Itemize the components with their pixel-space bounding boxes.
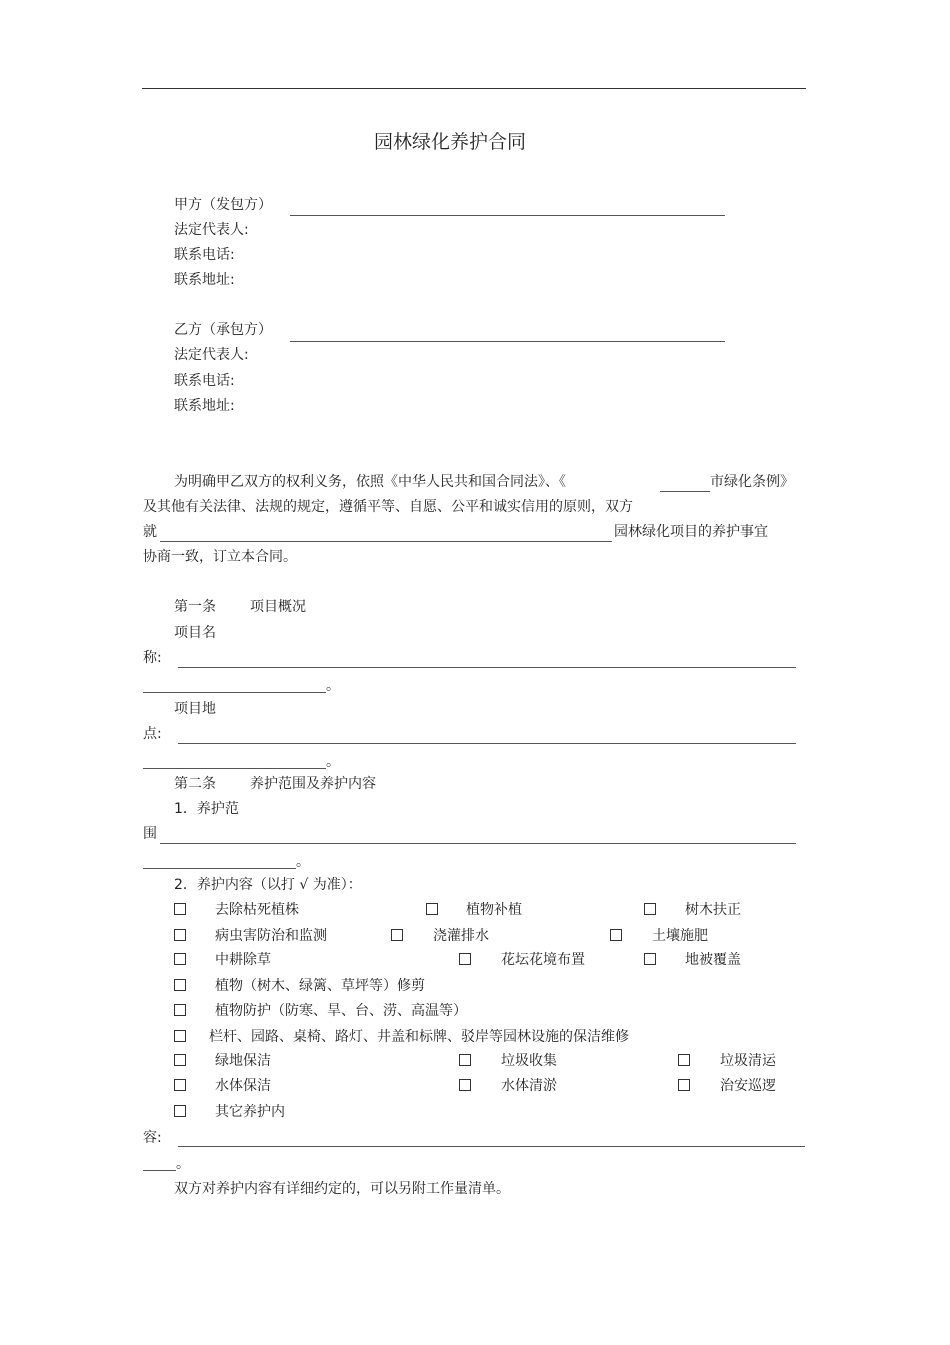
project-name-label-a: 项目名 <box>174 625 216 641</box>
party-a-name-blank <box>290 215 725 216</box>
scope-blank <box>160 843 796 844</box>
checkbox[interactable] <box>174 951 186 969</box>
item-flower-bed-layout: 花坛花境布置 <box>501 952 585 968</box>
item-other-content: 其它养护内 <box>215 1104 285 1120</box>
item-tree-straightening: 树木扶正 <box>685 902 741 918</box>
item-irrigation-drainage: 浇灌排水 <box>433 928 489 944</box>
checkbox[interactable] <box>644 951 656 969</box>
project-location-period: 。 <box>326 754 340 770</box>
item-water-cleaning: 水体保洁 <box>215 1078 271 1094</box>
item-plant-protection: 植物防护（防寒、旱、台、涝、高温等） <box>215 1003 467 1019</box>
checkbox[interactable] <box>174 1052 186 1070</box>
item-replanting: 植物补植 <box>466 902 522 918</box>
checkbox[interactable] <box>174 977 186 995</box>
content-heading: 2．养护内容（以打 √ 为准）： <box>174 877 362 893</box>
item-pruning: 植物（树木、绿篱、草坪等）修剪 <box>215 978 425 994</box>
party-b-name-blank <box>290 341 725 342</box>
party-b-address-label: 联系地址: <box>174 398 235 414</box>
project-name-period: 。 <box>326 678 340 694</box>
project-location-blank <box>178 743 796 744</box>
party-a-representative-label: 法定代表人: <box>174 222 249 238</box>
document-title: 园林绿化养护合同 <box>374 131 527 153</box>
checkbox[interactable] <box>459 1052 471 1070</box>
checkbox[interactable] <box>459 1077 471 1095</box>
checkbox[interactable] <box>174 1002 186 1020</box>
preamble-line-3b: 园林绿化项目的养护事宜 <box>614 524 768 540</box>
city-name-blank <box>660 491 710 492</box>
scope-label-a: 1．养护范 <box>174 801 239 817</box>
checkbox[interactable] <box>678 1077 690 1095</box>
item-green-space-cleaning: 绿地保洁 <box>215 1053 271 1069</box>
party-a-address-label: 联系地址: <box>174 272 235 288</box>
party-b-phone-label: 联系电话: <box>174 373 235 389</box>
other-content-blank-cont <box>143 1170 176 1171</box>
preamble-line-1b: 市绿化条例》 <box>710 474 794 490</box>
project-location-label-a: 项目地 <box>174 701 216 717</box>
checkbox[interactable] <box>644 901 656 919</box>
preamble-line-3a: 就 <box>143 524 157 540</box>
checkbox[interactable] <box>610 927 622 945</box>
party-a-heading: 甲方（发包方） <box>174 197 272 213</box>
other-content-label-b: 容: <box>143 1130 162 1146</box>
project-name-blank <box>178 667 796 668</box>
project-blank <box>160 541 612 542</box>
item-garbage-removal: 垃圾清运 <box>720 1053 776 1069</box>
preamble-line-2: 及其他有关法律、法规的规定，遵循平等、自愿、公平和诚实信用的原则，双方 <box>143 499 633 515</box>
preamble-line-1a: 为明确甲乙双方的权利义务，依照《中华人民共和国合同法》、《 <box>174 474 566 490</box>
checkbox[interactable] <box>174 1077 186 1095</box>
project-name-label-b: 称: <box>143 650 162 666</box>
scope-blank-cont <box>143 868 296 869</box>
scope-label-b: 围 <box>143 826 157 842</box>
checkbox[interactable] <box>678 1052 690 1070</box>
scope-period: 。 <box>296 854 310 870</box>
project-name-blank-cont <box>143 692 326 693</box>
item-pest-control: 病虫害防治和监测 <box>215 928 327 944</box>
header-rule <box>142 88 806 89</box>
item-security-patrol: 治安巡逻 <box>720 1078 776 1094</box>
project-location-label-b: 点: <box>143 726 162 742</box>
item-dredging: 水体清淤 <box>501 1078 557 1094</box>
note-text: 双方对养护内容有详细约定的，可以另附工作量清单。 <box>174 1181 510 1197</box>
checkbox[interactable] <box>174 927 186 945</box>
checkbox[interactable] <box>459 951 471 969</box>
other-content-blank <box>178 1146 805 1147</box>
article-2-number: 第二条 <box>174 776 216 792</box>
item-soil-fertilizing: 土壤施肥 <box>652 928 708 944</box>
checkbox[interactable] <box>174 901 186 919</box>
item-weeding: 中耕除草 <box>215 952 271 968</box>
item-ground-cover: 地被覆盖 <box>685 952 741 968</box>
party-b-representative-label: 法定代表人: <box>174 347 249 363</box>
item-remove-dead-plants: 去除枯死植株 <box>215 902 299 918</box>
project-location-blank-cont <box>143 768 326 769</box>
article-1-number: 第一条 <box>174 599 216 615</box>
checkbox[interactable] <box>391 927 403 945</box>
item-facility-maintenance: 栏杆、园路、桌椅、路灯、井盖和标牌、驳岸等园林设施的保洁维修 <box>209 1029 629 1045</box>
party-b-heading: 乙方（承包方） <box>174 322 272 338</box>
article-2-title: 养护范围及养护内容 <box>250 776 376 792</box>
checkbox[interactable] <box>174 1028 186 1046</box>
article-1-title: 项目概况 <box>250 599 306 615</box>
item-garbage-collection: 垃圾收集 <box>501 1053 557 1069</box>
other-content-period: 。 <box>176 1156 190 1172</box>
checkbox[interactable] <box>426 901 438 919</box>
party-a-phone-label: 联系电话: <box>174 247 235 263</box>
preamble-line-4: 协商一致，订立本合同。 <box>143 549 297 565</box>
checkbox[interactable] <box>174 1103 186 1121</box>
